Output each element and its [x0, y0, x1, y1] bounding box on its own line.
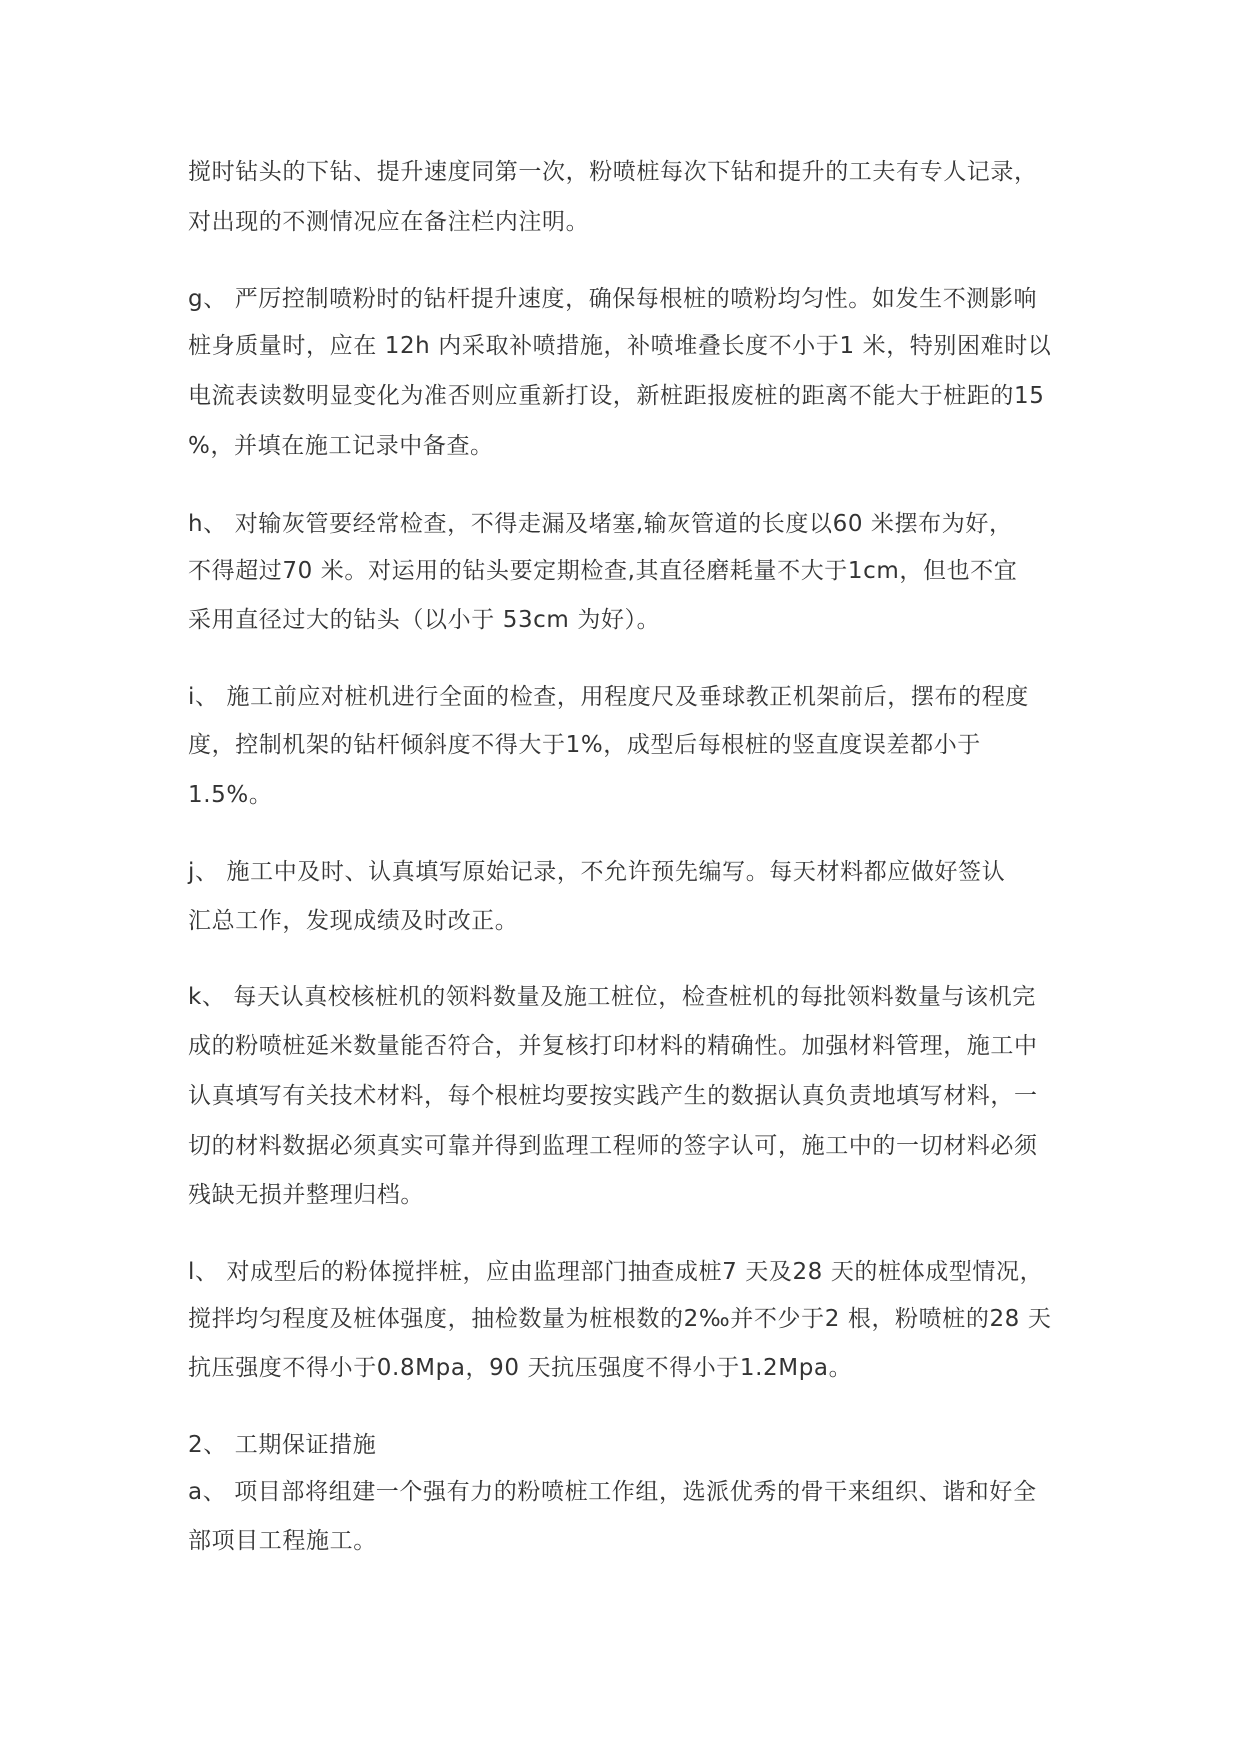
- text-line: 采用直径过大的钻头（以小于 53cm 为好）。: [188, 607, 661, 633]
- text-line: g、 严厉控制喷粉时的钻杆提升速度，确保每根桩的喷粉均匀性。如发生不测影响: [188, 286, 1038, 312]
- text-line: 抗压强度不得小于0.8Mpa，90 天抗压强度不得小于1.2Mpa。: [188, 1355, 853, 1381]
- text-line: 对出现的不测情况应在备注栏内注明。: [188, 209, 590, 235]
- text-line: 1.5%。: [188, 782, 273, 808]
- text-line: 桩身质量时，应在 12h 内采取补喷措施，补喷堆叠长度不小于1 米，特别困难时以: [188, 333, 1052, 359]
- text-line: 成的粉喷桩延米数量能否符合，并复核打印材料的精确性。加强材料管理，施工中: [188, 1033, 1038, 1059]
- text-line: 不得超过70 米。对运用的钻头要定期检查,其直径磨耗量不大于1cm，但也不宜: [188, 558, 1018, 584]
- text-line: 搅拌均匀程度及桩体强度，抽检数量为桩根数的2‰并不少于2 根，粉喷桩的28 天: [188, 1306, 1052, 1332]
- text-line: j、 施工中及时、认真填写原始记录，不允许预先编写。每天材料都应做好签认: [188, 859, 1006, 885]
- text-line: 切的材料数据必须真实可靠并得到监理工程师的签字认可，施工中的一切材料必须: [188, 1133, 1038, 1159]
- section-heading: 2、 工期保证措施: [188, 1432, 377, 1458]
- text-line: 度，控制机架的钻杆倾斜度不得大于1%，成型后每根桩的竖直度误差都小于: [188, 732, 981, 758]
- text-line: %，并填在施工记录中备查。: [188, 433, 494, 459]
- text-line: i、 施工前应对桩机进行全面的检查，用程度尺及垂球教正机架前后，摆布的程度: [188, 684, 1029, 710]
- text-line: l、 对成型后的粉体搅拌桩，应由监理部门抽查成桩7 天及28 天的桩体成型情况，: [188, 1259, 1044, 1285]
- text-line: k、 每天认真校核桩机的领料数量及施工桩位，检查桩机的每批领料数量与该机完: [188, 984, 1036, 1010]
- text-line: a、 项目部将组建一个强有力的粉喷桩工作组，选派优秀的骨干来组织、谐和好全: [188, 1479, 1037, 1505]
- text-line: 搅时钻头的下钻、提升速度同第一次，粉喷桩每次下钻和提升的工夫有专人记录，: [188, 159, 1038, 185]
- text-line: 汇总工作，发现成绩及时改正。: [188, 908, 519, 934]
- text-line: h、 对输灰管要经常检查，不得走漏及堵塞,输灰管道的长度以60 米摆布为好，: [188, 511, 1013, 537]
- text-line: 电流表读数明显变化为准否则应重新打设，新桩距报废桩的距离不能大于桩距的15: [188, 383, 1045, 409]
- text-line: 认真填写有关技术材料，每个根桩均要按实践产生的数据认真负责地填写材料，一: [188, 1083, 1038, 1109]
- text-line: 部项目工程施工。: [188, 1528, 377, 1554]
- text-line: 残缺无损并整理归档。: [188, 1182, 424, 1208]
